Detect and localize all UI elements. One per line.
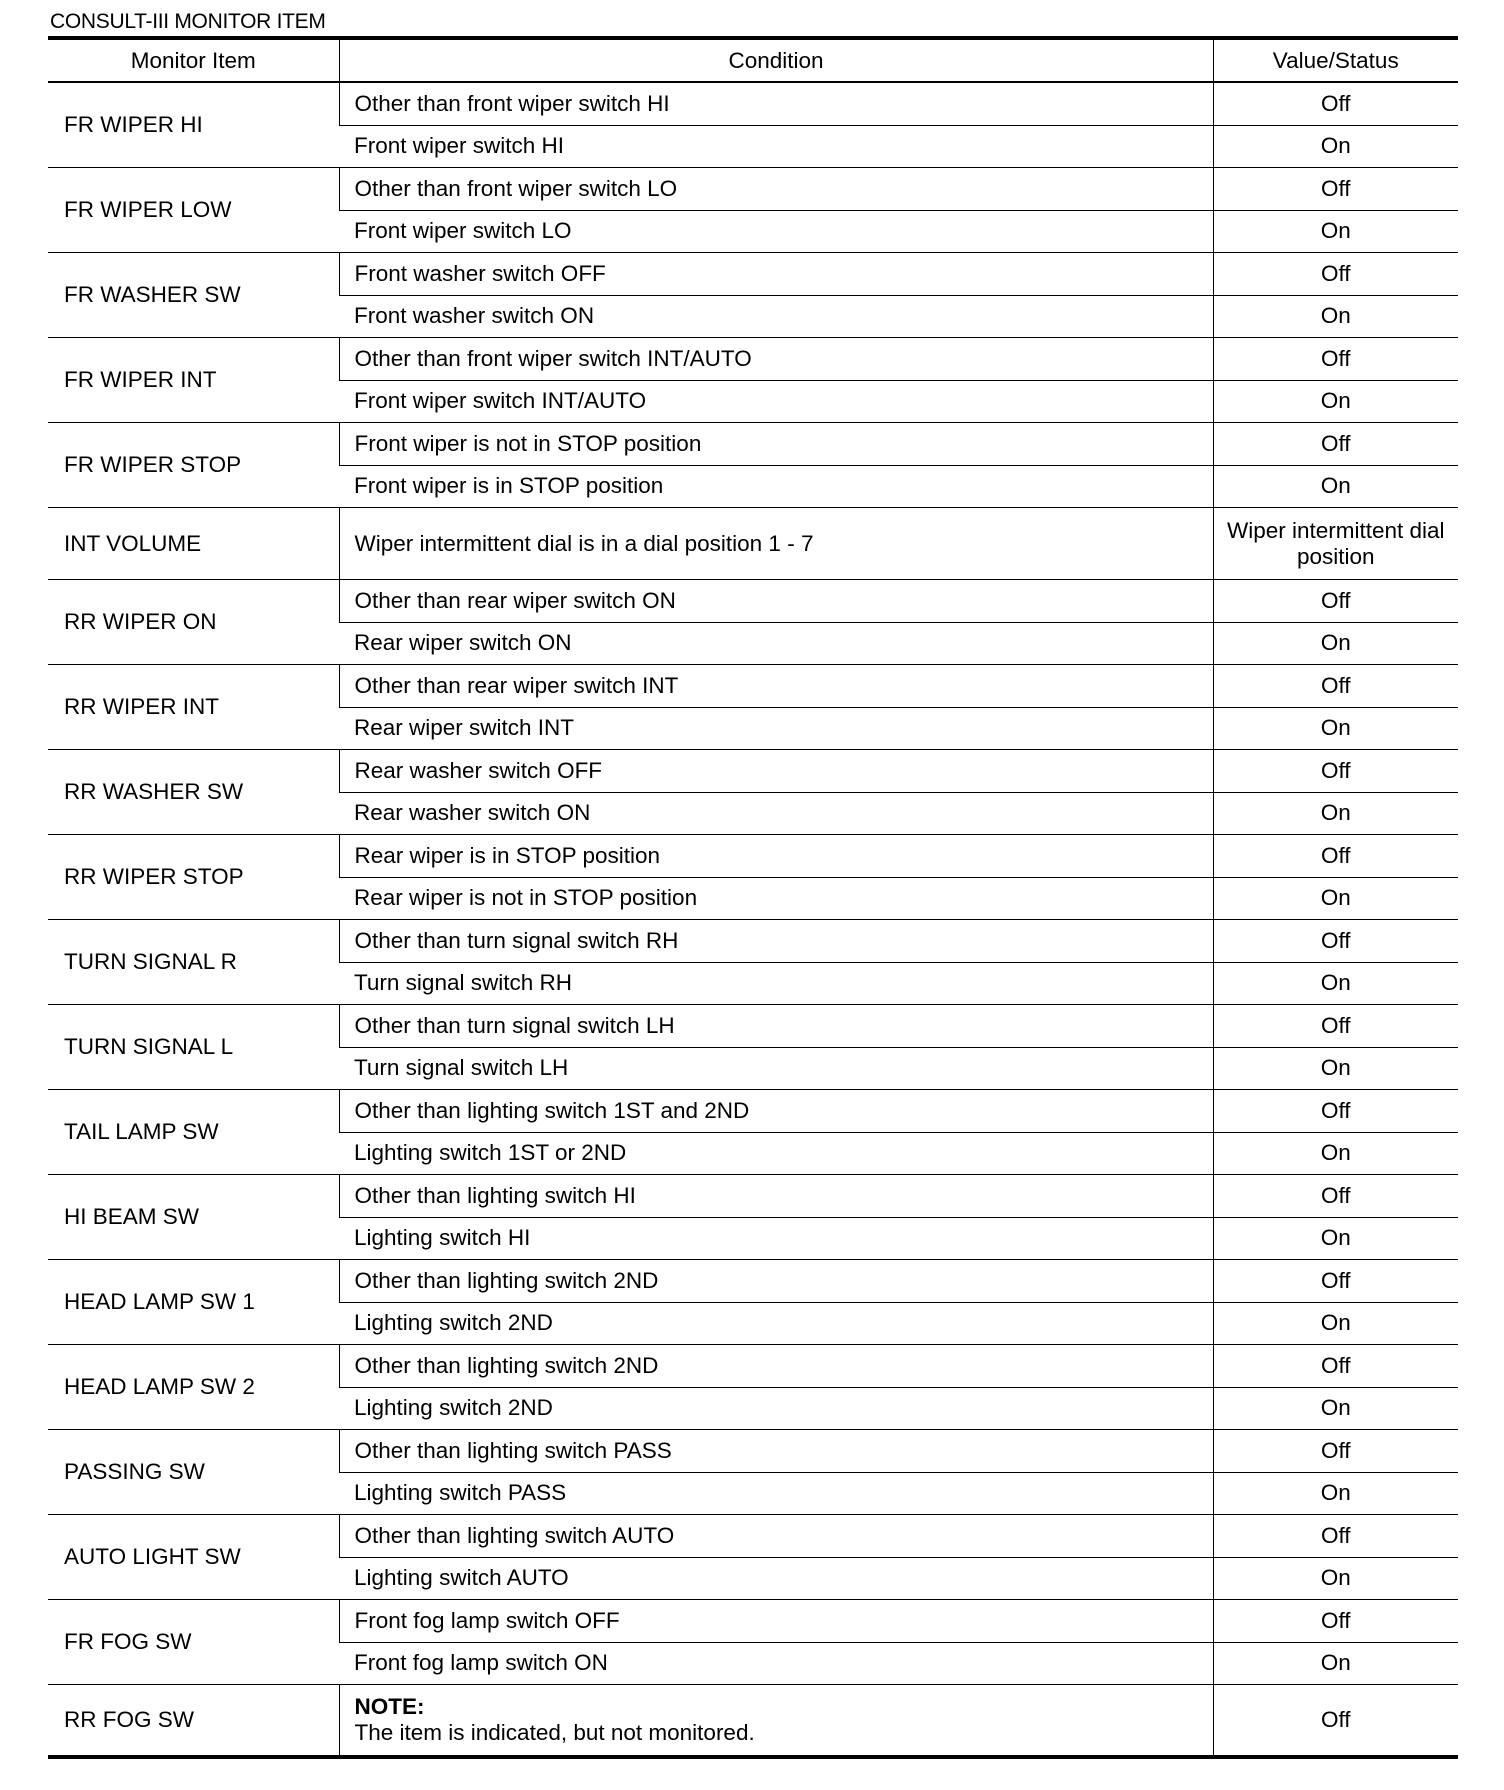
value-status-cell: Off xyxy=(1213,1515,1458,1558)
table-row xyxy=(48,1600,1458,1643)
monitor-item-cell: FR WIPER INT xyxy=(48,338,339,423)
condition-cell: Front fog lamp switch ON xyxy=(339,1642,1213,1685)
condition-cell: Other than rear wiper switch INT xyxy=(339,665,1213,708)
note-text: The item is indicated, but not monitored. xyxy=(354,1720,755,1745)
monitor-item-cell: RR FOG SW xyxy=(48,1685,339,1758)
table-row xyxy=(48,1175,1458,1218)
value-status-cell: Wiper intermittent dial position xyxy=(1213,508,1458,580)
value-status-cell: On xyxy=(1213,295,1458,338)
condition-cell: Front washer switch OFF xyxy=(339,253,1213,296)
table-row xyxy=(48,1685,1458,1758)
value-status-cell: Off xyxy=(1213,920,1458,963)
value-status-cell: Off xyxy=(1213,423,1458,466)
header-value-status: Value/Status xyxy=(1213,38,1458,82)
value-status-cell: On xyxy=(1213,877,1458,920)
table-row xyxy=(48,423,1458,466)
monitor-item-cell: TURN SIGNAL R xyxy=(48,920,339,1005)
condition-cell: Other than lighting switch 2ND xyxy=(339,1260,1213,1303)
condition-cell: Front washer switch ON xyxy=(339,295,1213,338)
monitor-item-cell: AUTO LIGHT SW xyxy=(48,1515,339,1600)
monitor-item-cell: FR WASHER SW xyxy=(48,253,339,338)
condition-cell xyxy=(339,1685,1213,1758)
table-row xyxy=(48,835,1458,878)
condition-cell: Front wiper switch HI xyxy=(339,125,1213,168)
value-status-cell: On xyxy=(1213,1047,1458,1090)
value-status-cell: On xyxy=(1213,962,1458,1005)
value-status-cell: Off xyxy=(1213,1175,1458,1218)
table-row xyxy=(48,338,1458,381)
value-status-cell: On xyxy=(1213,1642,1458,1685)
monitor-item-cell: RR WIPER ON xyxy=(48,580,339,665)
table-row xyxy=(48,1515,1458,1558)
value-status-cell: On xyxy=(1213,1472,1458,1515)
condition-cell: Lighting switch HI xyxy=(339,1217,1213,1260)
condition-cell: Front wiper is not in STOP position xyxy=(339,423,1213,466)
value-status-cell: On xyxy=(1213,210,1458,253)
condition-cell: Rear wiper is in STOP position xyxy=(339,835,1213,878)
condition-cell: Other than rear wiper switch ON xyxy=(339,580,1213,623)
condition-cell: Front wiper is in STOP position xyxy=(339,465,1213,508)
condition-cell: Lighting switch AUTO xyxy=(339,1557,1213,1600)
condition-cell: Other than front wiper switch HI xyxy=(339,82,1213,125)
monitor-item-cell: TURN SIGNAL L xyxy=(48,1005,339,1090)
condition-cell: Other than turn signal switch RH xyxy=(339,920,1213,963)
condition-cell: Rear wiper switch INT xyxy=(339,707,1213,750)
table-row xyxy=(48,1005,1458,1048)
monitor-item-cell: HI BEAM SW xyxy=(48,1175,339,1260)
monitor-item-cell: INT VOLUME xyxy=(48,508,339,580)
value-status-cell: Off xyxy=(1213,1685,1458,1758)
value-status-cell: Off xyxy=(1213,338,1458,381)
condition-cell: Front fog lamp switch OFF xyxy=(339,1600,1213,1643)
value-status-cell: Off xyxy=(1213,1005,1458,1048)
header-condition: Condition xyxy=(339,38,1213,82)
table-row xyxy=(48,1430,1458,1473)
value-status-cell: Off xyxy=(1213,580,1458,623)
header-row xyxy=(48,38,1458,82)
monitor-item-cell: FR WIPER LOW xyxy=(48,168,339,253)
condition-cell: Lighting switch PASS xyxy=(339,1472,1213,1515)
value-status-cell: Off xyxy=(1213,1090,1458,1133)
value-status-cell: Off xyxy=(1213,253,1458,296)
value-status-cell: Off xyxy=(1213,750,1458,793)
condition-cell: Wiper intermittent dial is in a dial position 1 - 7 xyxy=(339,508,1213,580)
value-status-cell: On xyxy=(1213,792,1458,835)
value-status-cell: On xyxy=(1213,1302,1458,1345)
table-body xyxy=(48,82,1458,1757)
monitor-item-table xyxy=(48,36,1458,1759)
condition-cell: Rear wiper switch ON xyxy=(339,622,1213,665)
table-row xyxy=(48,1345,1458,1388)
condition-cell: Lighting switch 1ST or 2ND xyxy=(339,1132,1213,1175)
value-status-cell: Off xyxy=(1213,1600,1458,1643)
monitor-item-cell: FR WIPER STOP xyxy=(48,423,339,508)
condition-cell: Front wiper switch INT/AUTO xyxy=(339,380,1213,423)
monitor-item-cell: HEAD LAMP SW 2 xyxy=(48,1345,339,1430)
condition-cell: Rear washer switch OFF xyxy=(339,750,1213,793)
condition-cell: Other than lighting switch HI xyxy=(339,1175,1213,1218)
value-status-cell: On xyxy=(1213,465,1458,508)
condition-cell: Other than lighting switch 2ND xyxy=(339,1345,1213,1388)
monitor-item-cell: FR FOG SW xyxy=(48,1600,339,1685)
value-status-cell: On xyxy=(1213,707,1458,750)
monitor-item-cell: HEAD LAMP SW 1 xyxy=(48,1260,339,1345)
header-monitor-item: Monitor Item xyxy=(48,38,339,82)
value-status-cell: On xyxy=(1213,1217,1458,1260)
condition-cell: Lighting switch 2ND xyxy=(339,1302,1213,1345)
condition-cell: Other than lighting switch AUTO xyxy=(339,1515,1213,1558)
monitor-item-cell: RR WIPER INT xyxy=(48,665,339,750)
value-status-cell: On xyxy=(1213,622,1458,665)
value-status-cell: Off xyxy=(1213,168,1458,211)
monitor-item-cell: FR WIPER HI xyxy=(48,82,339,168)
table-row xyxy=(48,508,1458,580)
monitor-item-cell: PASSING SW xyxy=(48,1430,339,1515)
table-row xyxy=(48,580,1458,623)
condition-cell: Other than lighting switch 1ST and 2ND xyxy=(339,1090,1213,1133)
table-row xyxy=(48,750,1458,793)
condition-cell: Front wiper switch LO xyxy=(339,210,1213,253)
value-status-cell: On xyxy=(1213,1132,1458,1175)
table-row xyxy=(48,1260,1458,1303)
condition-cell: Turn signal switch LH xyxy=(339,1047,1213,1090)
monitor-item-cell: RR WIPER STOP xyxy=(48,835,339,920)
condition-cell: Rear washer switch ON xyxy=(339,792,1213,835)
value-status-cell: Off xyxy=(1213,1260,1458,1303)
value-status-cell: Off xyxy=(1213,1345,1458,1388)
value-status-cell: On xyxy=(1213,125,1458,168)
table-row xyxy=(48,665,1458,708)
monitor-item-cell: TAIL LAMP SW xyxy=(48,1090,339,1175)
value-status-cell: On xyxy=(1213,1557,1458,1600)
condition-cell: Rear wiper is not in STOP position xyxy=(339,877,1213,920)
value-status-cell: On xyxy=(1213,1387,1458,1430)
table-caption: CONSULT-III MONITOR ITEM xyxy=(50,10,326,33)
value-status-cell: Off xyxy=(1213,82,1458,125)
value-status-cell: Off xyxy=(1213,665,1458,708)
table-row xyxy=(48,253,1458,296)
monitor-item-cell: RR WASHER SW xyxy=(48,750,339,835)
table-row xyxy=(48,168,1458,211)
value-status-cell: Off xyxy=(1213,1430,1458,1473)
condition-cell: Other than front wiper switch INT/AUTO xyxy=(339,338,1213,381)
condition-cell: Turn signal switch RH xyxy=(339,962,1213,1005)
condition-cell: Other than lighting switch PASS xyxy=(339,1430,1213,1473)
condition-cell: Lighting switch 2ND xyxy=(339,1387,1213,1430)
note-label: NOTE: xyxy=(354,1694,425,1719)
table-row xyxy=(48,1090,1458,1133)
value-status-cell: On xyxy=(1213,380,1458,423)
condition-cell: Other than front wiper switch LO xyxy=(339,168,1213,211)
value-status-cell: Off xyxy=(1213,835,1458,878)
table-row xyxy=(48,82,1458,125)
table-row xyxy=(48,920,1458,963)
condition-cell: Other than turn signal switch LH xyxy=(339,1005,1213,1048)
